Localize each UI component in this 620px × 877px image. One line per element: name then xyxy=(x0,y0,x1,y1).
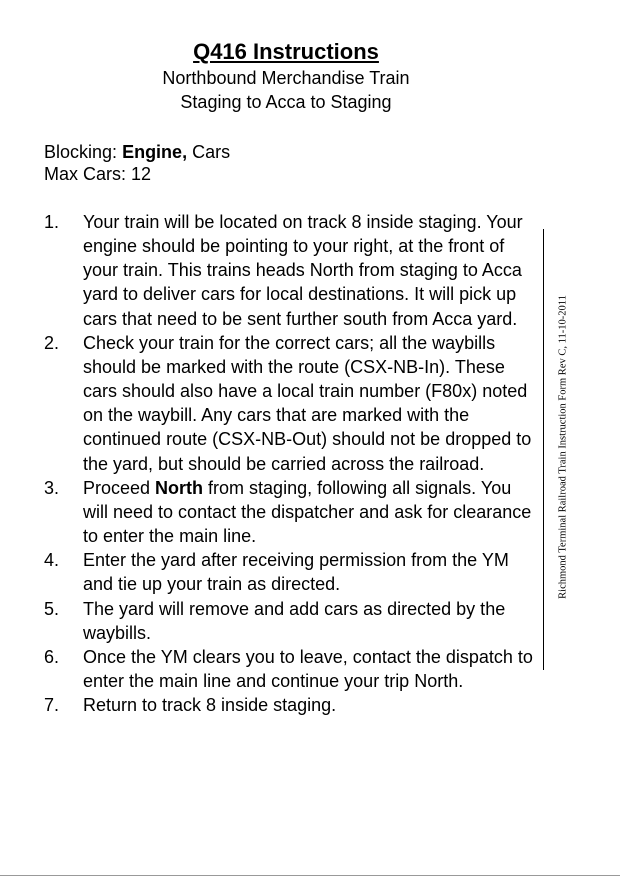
step-text: Your train will be located on track 8 inside staging. Your engine should be pointing to your right, at the front of your train. This trains heads North from staging to Acca yard to deliver cars for local destinations. It will pick up cars that need to be sent further south from Acca yard. xyxy=(83,212,523,329)
step-text: Check your train for the correct cars; all the waybills should be marked with the route (CSX-NB-In). These cars should also have a local train number (F80x) noted on the waybill. Any cars that are marked with the continued route (CSX-NB-Out) should not be dropped to the yard, but should be carried across the railroad. xyxy=(83,332,532,474)
step-item xyxy=(44,548,534,596)
blocking-cars: Cars xyxy=(192,142,231,162)
step-item xyxy=(44,693,534,717)
blocking-engine: Engine, xyxy=(122,142,188,162)
step-text-bold: North xyxy=(155,477,204,498)
step-text: The yard will remove and add cars as directed by the waybills. xyxy=(83,598,506,643)
step-text-pre: Proceed xyxy=(83,477,156,498)
blocking-label: Blocking: xyxy=(44,142,118,162)
vertical-divider xyxy=(543,229,544,670)
subtitle-line-1: Northbound Merchandise Train xyxy=(162,68,410,88)
step-number: 3. xyxy=(44,477,60,498)
step-number: 5. xyxy=(44,598,60,619)
step-number: 1. xyxy=(44,212,60,232)
max-cars: Max Cars: 12 xyxy=(44,164,152,184)
step-number: 2. xyxy=(44,332,60,353)
bottom-border xyxy=(0,875,620,876)
step-text: Return to track 8 inside staging. xyxy=(83,695,337,716)
step-text: Enter the yard after receiving permission from the YM and tie up your train as directed. xyxy=(83,550,509,595)
form-footer-text: Richmond Terminal Railroad Train Instruction Form Rev C, 11-10-2011 xyxy=(557,295,569,599)
page-title: Q416 Instructions xyxy=(193,39,379,64)
step-item xyxy=(44,476,534,548)
steps-list xyxy=(44,210,534,717)
step-item xyxy=(44,210,534,331)
header xyxy=(0,38,572,114)
step-text xyxy=(83,478,531,546)
step-number: 4. xyxy=(44,550,60,571)
blocking-line xyxy=(44,141,230,163)
step-text: Once the YM clears you to leave, contact the dispatch to enter the main line and continue your trip North. xyxy=(83,646,533,691)
subtitle-line-2: Staging to Acca to Staging xyxy=(180,92,392,112)
blocking-section xyxy=(44,141,230,185)
step-text-post: from staging, following all signals. You will need to contact the dispatcher and ask for clearance to enter the main line. xyxy=(83,477,532,547)
step-item xyxy=(44,645,534,693)
step-item xyxy=(44,331,534,476)
step-item xyxy=(44,597,534,645)
step-number: 6. xyxy=(44,646,60,667)
step-number: 7. xyxy=(44,695,60,716)
